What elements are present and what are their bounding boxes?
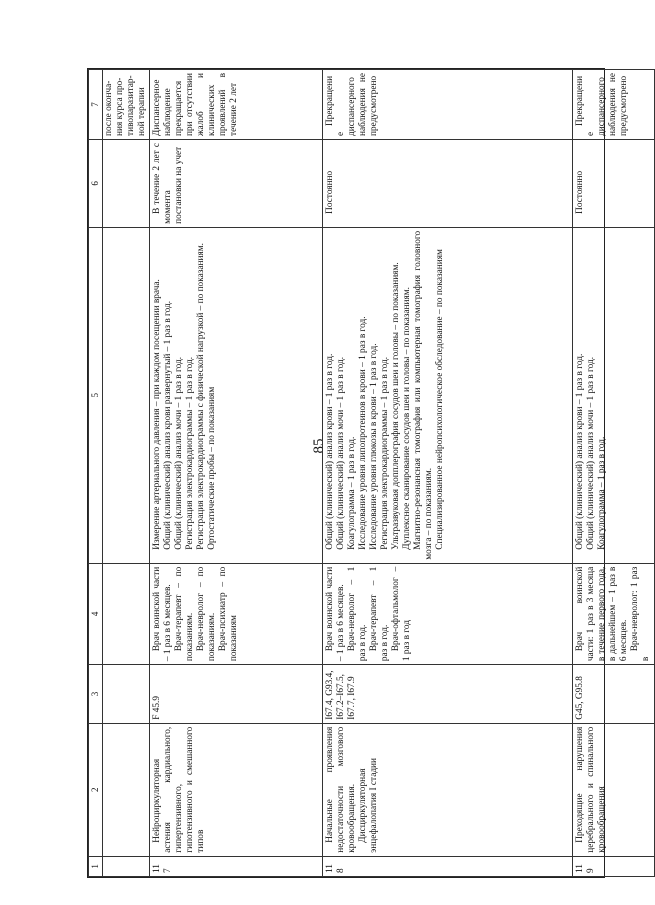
exams-list: Общий (клинический) анализ крови – 1 раз в год. Общий (клинический) анализ мочи – 1 раз в год. Коагулограмма – 1 раз в год. Исследование уровня липопротеинов в крови – 1 раз в год. Исследование уровня глюкозы в крови – 1 раз в год. Регистрация электрокардиограммы – 1 раз в год. Ультразвуковая допплерография сосудов шеи и головы – по показаниям. Дуплексное сканирование сосудов шеи и головы – по показаниям. Магнитно-резонансная томография или компьютерная томография головного мозга – по показаниям. Специализированное нейропсихологическое обследование – по показаниям [322,227,572,563]
col-header-4: 4 [89,563,103,664]
specialists-list: Врач воинской части – 1 раз в 6 месяцев. Врач-невролог – 1 раз в год. Врач-терапевт – 1 раз в год. Врач-офтальмолог – 1 раз в год [322,563,572,664]
col-header-1: 1 [89,856,103,876]
table-row [322,70,572,877]
table-row [572,70,654,877]
page-number: 85 [311,438,327,454]
disease-name: Преходящие нарушения церебрального и спинального кровообращения [572,723,654,856]
exams-list: Измерение артериального давления – при каждом посещении врача. Общий (клинический) анализ крови развернутый – 1 раз в год. Общий (клинический) анализ мочи – 1 раз в год. Регистрация электрокардиограммы – 1 раз в год. Регистрация электрокардиограммы с физической нагрузкой – по показаниям. Ортостатические пробы – по показаниям [149,227,322,563]
disease-table [87,68,651,878]
table-row [149,70,322,877]
icd-code: F 45.9 [149,665,322,724]
table-header-row [89,70,103,877]
row-number: 118 [322,856,572,876]
row-number: 117 [149,856,322,876]
col-header-6: 6 [89,139,103,227]
col-header-7: 7 [89,70,103,140]
continuation-row [103,70,150,877]
col-header-2: 2 [89,723,103,856]
termination-criteria: Диспансерное наблюдение прекращается при отсутствии жалоб и клинических проявлений в течение 2 лет [149,70,322,140]
row-number: 119 [572,856,654,876]
continuation-text: после оконча- ния курса про- тивопаразитар- ной терапии [103,70,150,140]
termination-criteria: Прекращение диспансерного наблюдения не предусмотрено [572,70,654,140]
icd-code: G45, G95.8 [572,665,654,724]
observation-duration: В течение 2 лет с момента постановки на учет [149,139,322,227]
icd-code: I67.4, G93.4, I67.2–I67.5, I67.7, I67.9 [322,665,572,724]
observation-duration: Постоянно [322,139,572,227]
observation-duration: Постоянно [572,139,654,227]
col-header-5: 5 [89,227,103,563]
disease-name: Начальные проявления недостаточности мозгового кровообращения. Дисциркуляторная энцефалопатия I стадии [322,723,572,856]
exams-list: Общий (клинический) анализ крови – 1 раз в год. Общий (клинический) анализ мочи – 1 раз в год. Коагулограмма – 1 раз в год. [572,227,654,563]
disease-name: Нейроциркуляторная астения кардиального, гипертензивного, гипотензивного и смешанного типов [149,723,322,856]
specialists-list: Врач воинской части: 1 раз в 3 месяца в течение первого года, в дальнейшем – 1 раз в 6 месяцев. Врач-невролог: 1 раз в [572,563,654,664]
termination-criteria: Прекращение диспансерного наблюдения не предусмотрено [322,70,572,140]
col-header-3: 3 [89,665,103,724]
specialists-list: Врач воинской части – 1 раз в 6 месяцев. Врач-терапевт – по показаниям. Врач-невролог – по показаниям. Врач-психиатр – по показаниям [149,563,322,664]
